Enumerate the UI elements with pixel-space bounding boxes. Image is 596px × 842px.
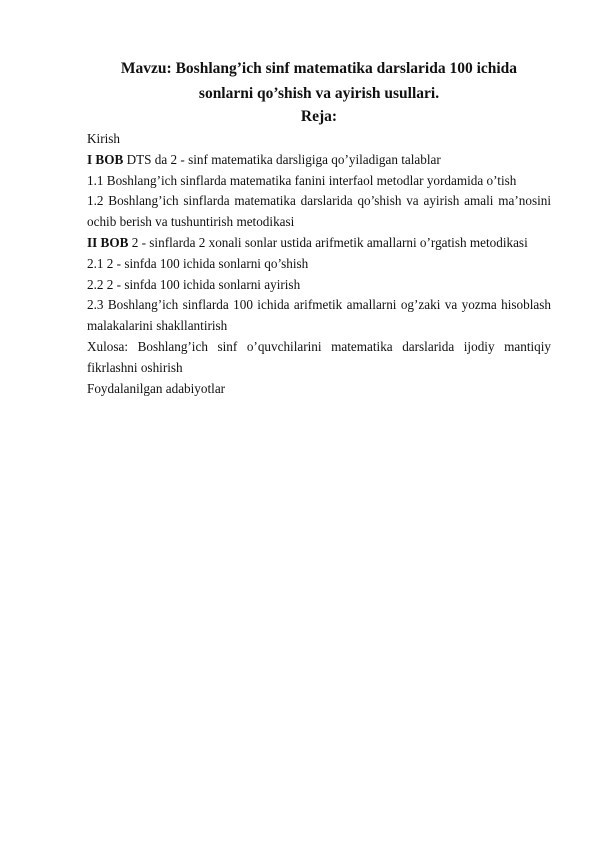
toc-item-2-2: 2.2 2 - sinfda 100 ichida sonlarni ayirish — [87, 276, 301, 292]
toc-item-1-2: 1.2 Boshlang’ich sinflarda matematika darslarida qo’shish va ayirish amali ma’nosini ochib berish va tushuntirish metodikasi — [87, 193, 551, 230]
chapter-1-title: DTS da 2 - sinf matematika darsligiga qo’yiladigan talablar — [123, 151, 441, 167]
document-page — [87, 56, 551, 399]
toc-chapter-1 — [87, 150, 551, 171]
chapter-2-title: 2 - sinflarda 2 xonali sonlar ustida arifmetik amallarni o’rgatish metodikasi — [128, 234, 528, 250]
chapter-1-label: I BOB — [87, 151, 124, 167]
document-title — [87, 56, 551, 106]
toc-chapter-2 — [87, 233, 551, 254]
title-line-1: Mavzu: Boshlang’ich sinf matematika darslarida 100 ichida — [120, 60, 518, 77]
toc-conclusion: Xulosa: Boshlang’ich sinf o’quvchilarini matematika darslarida ijodiy mantiqiy fikrlashni oshirish — [87, 338, 551, 375]
title-line-2: sonlarni qo’shish va ayirish usullari. — [198, 85, 440, 102]
table-of-contents — [87, 129, 551, 399]
toc-item-2-1: 2.1 2 - sinfda 100 ichida sonlarni qo’shish — [87, 255, 309, 271]
chapter-2-label: II BOB — [87, 234, 129, 250]
toc-references: Foydalanilgan adabiyotlar — [87, 380, 226, 396]
toc-item-1-1: 1.1 Boshlang’ich sinflarda matematika fanini interfaol metodlar yordamida o’tish — [87, 172, 517, 188]
toc-intro: Kirish — [87, 131, 120, 146]
toc-item-2-3: 2.3 Boshlang’ich sinflarda 100 ichida arifmetik amallarni og’zaki va yozma hisoblash malakalarini shakllantirish — [87, 297, 551, 334]
plan-heading: Reja: — [300, 108, 338, 125]
